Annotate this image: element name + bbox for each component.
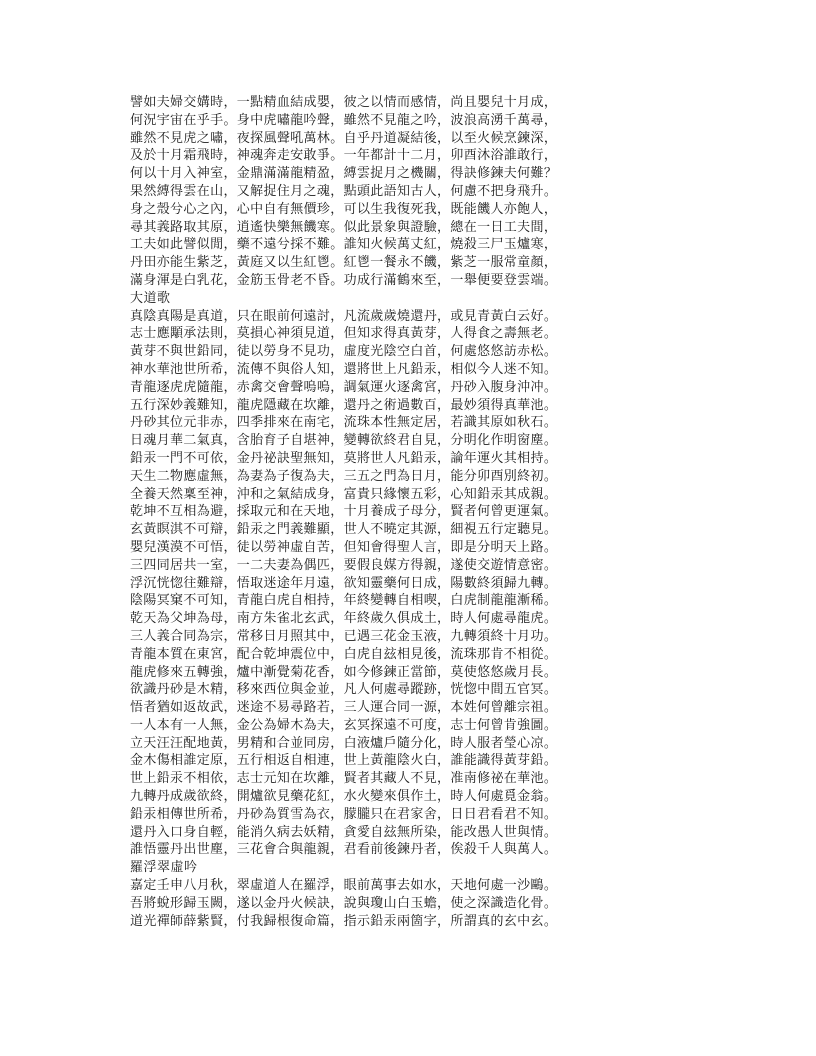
verse-line: 真陰真陽是真道，只在眼前何遠討，凡流歲歲燒還丹，或見青黃白云好。 (130, 308, 558, 324)
section-heading: 羅浮翠虛吟 (130, 860, 198, 876)
verse-line: 九轉丹成歲欲終，開爐欲見藥花紅，水火變來俱作土，時人何處覓金翁。 (130, 789, 558, 805)
verse-line: 道光禪師薛紫賢，付我歸根復命篇，指示鉛汞兩箇字，所謂真的玄中玄。 (130, 913, 558, 929)
verse-line: 浮沉恍惚往難辯，悟取迷途年月遠，欲知靈藥何日成，陽數終須歸九轉。 (130, 575, 558, 591)
verse-line: 世上鉛汞不相依，志士元知在坎離，賢者其藏人不見，准南修祕在華池。 (130, 771, 558, 787)
verse-line: 鉛汞一門不可依，金丹祕訣聖無知，莫將世人凡鉛汞，論年運火其相持。 (130, 450, 558, 466)
verse-line: 玄黃瞑淇不可辯，鉛汞之門義難顯，世人不曉定其源，細視五行定聽見。 (130, 522, 558, 538)
verse-line: 立天汪汪配地黃，男精和合並同房，白液爐戶隨分化，時人服者瑩心凉。 (130, 735, 558, 751)
verse-line: 欲識丹砂是木精，移來西位與金並，凡人何處尋蹤跡，恍惚中間五官冥。 (130, 682, 558, 698)
verse-line: 及於十月霜飛時，神魂奔走安敢爭。一年都計十二月，卯酉沐浴誰敢行， (130, 148, 558, 164)
verse-line: 鉛汞相傳世所希，丹砂為質雪為衣，朦朧只在君家舍，日日君看君不知。 (130, 806, 558, 822)
verse-line: 果然縛得雲在山，又解捉住月之魂，點頭此語知古人，何慮不把身飛升。 (130, 183, 558, 199)
verse-line: 還丹入口身自輕，能消久病去妖精，貪愛自玆無所染，能改愚人世與情。 (130, 824, 558, 840)
verse-line: 全養天然稟至神，沖和之氣結成身，富貴只緣懷五彩，心知鉛汞其成親。 (130, 486, 558, 502)
verse-line: 青龍本質在東宮，配合乾坤震位中，白虎自玆相見後，流珠那肯不相從。 (130, 646, 558, 662)
verse-line: 尋其義路取其原，逍遙快樂無饑寒。似此景象與證驗，總在一日工夫間， (130, 219, 558, 235)
verse-line: 金木傷相誰定原，五行相返自相連，世上黃龍陰火白，誰能識得黃芽鉛。 (130, 753, 558, 769)
verse-line: 何以十月入神室，金鼎滿滿龍精盈，縛雲捉月之機關，得訣修鍊夫何難？ (130, 166, 558, 182)
verse-line: 身之殼兮心之內，心中自有無價珍，可以生我復死我，既能饑人亦飽人， (130, 201, 558, 217)
verse-line: 嬰兒漢漠不可悟，徒以勞神虛自苦，但知會得聖人言，即是分明天上路。 (130, 539, 558, 555)
verse-line: 一人本有一人無，金公為婦木為夫，玄冥探遠不可度，志士何曾肯強圖。 (130, 717, 558, 733)
verse-line: 三四同居共一室，一二夫妻為偶匹，要假良媒方得親，遂使交遊情意密。 (130, 557, 558, 573)
verse-line: 雖然不見虎之嘯，夜探風聲吼萬林。自乎丹道凝結後，以至火候烹鍊深， (130, 130, 558, 146)
verse-line: 誰悟靈丹出世塵，三花會合與龍親，君看前後鍊丹者，俟殺千人與萬人。 (130, 842, 558, 858)
document-page (130, 94, 600, 930)
verse-line: 日魂月華二氣真，含胎育子自堪神，變轉欲終君自見，分明化作明窗塵。 (130, 433, 558, 449)
verse-line: 工夫如此譬似閒，藥不遠兮採不難。誰知火候萬丈紅，燒殺三尸玉爐寒， (130, 237, 558, 253)
section-heading: 大道歌 (130, 290, 171, 306)
verse-line: 何況宇宙在乎手。身中虎嘯龍吟聲，雖然不見龍之吟，波浪高湧千萬尋， (130, 112, 558, 128)
verse-line: 黃芽不與世鉛同，徒以勞身不見功，虛度光陰空白首，何處悠悠訪赤松。 (130, 344, 558, 360)
verse-line: 譬如夫婦交媾時，一點精血結成嬰，彼之以情而感情，尚且嬰兒十月成， (130, 95, 558, 110)
verse-line: 青龍逐虎虎隨龍，赤禽交會聲嗚嗚，調氣運火逐禽宮，丹砂入腹身沖冲。 (130, 379, 558, 395)
verse-line: 滿身渾是白乳花，金筋玉骨老不昏。功成行滿鶴來至，一舉便要登雲端。 (130, 272, 558, 288)
verse-line: 陰陽冥窠不可知，青龍白虎自相持，年終變轉自相喫，白虎制龍龍漸稀。 (130, 593, 558, 609)
verse-line: 悟者猶如返故武，迷途不易尋路若，三人運合同一源，本姓何曾離宗祖。 (130, 700, 558, 716)
verse-line: 天生二物應虛無，為妻為子復為夫，三五之門為日月，能分卯酉別終初。 (130, 468, 558, 484)
text-body (130, 94, 600, 930)
verse-line: 三人義合同為宗，常移日月照其中，已遇三花金玉液，九轉須終十月功。 (130, 628, 558, 644)
verse-line: 神水華池世所希，流傳不與俗人知，還將世上凡鉛汞，相似今人迷不知。 (130, 361, 558, 377)
verse-line: 志士應顒承法則，莫損心神須見道，但知求得真黃芽，人得食之壽無老。 (130, 326, 558, 342)
verse-line: 丹砂其位元非赤，四季排來在南宅，流珠本性無定居，若識其原如秋石。 (130, 415, 558, 431)
verse-line: 五行深妙義難知，龍虎隱藏在坎離，還丹之術過數百，最妙須得真華池。 (130, 397, 558, 413)
verse-line: 嘉定壬申八月秋，翠虛道人在羅浮，眼前萬事去如水，天地何處一沙鷗。 (130, 878, 558, 894)
verse-line: 乾天為父坤為母，南方朱雀北玄武，年終歲久俱成土，時人何處尋龍虎。 (130, 611, 558, 627)
verse-line: 乾坤不互相為避，採取元和在天地，十月養成子母分，賢者何曾更運氣。 (130, 504, 558, 520)
verse-line: 吾將蛻形歸玉闕，遂以金丹火候訣，說與瓊山白玉蟾，使之深識造化骨。 (130, 895, 558, 911)
verse-line: 龍虎修來五轉強，爐中漸覺菊花香，如今修鍊正當節，莫使悠悠歲月長。 (130, 664, 558, 680)
verse-line: 丹田亦能生紫芝，黃庭又以生紅鬯。紅鬯一餐永不饑，紫芝一服常童顏， (130, 255, 558, 271)
